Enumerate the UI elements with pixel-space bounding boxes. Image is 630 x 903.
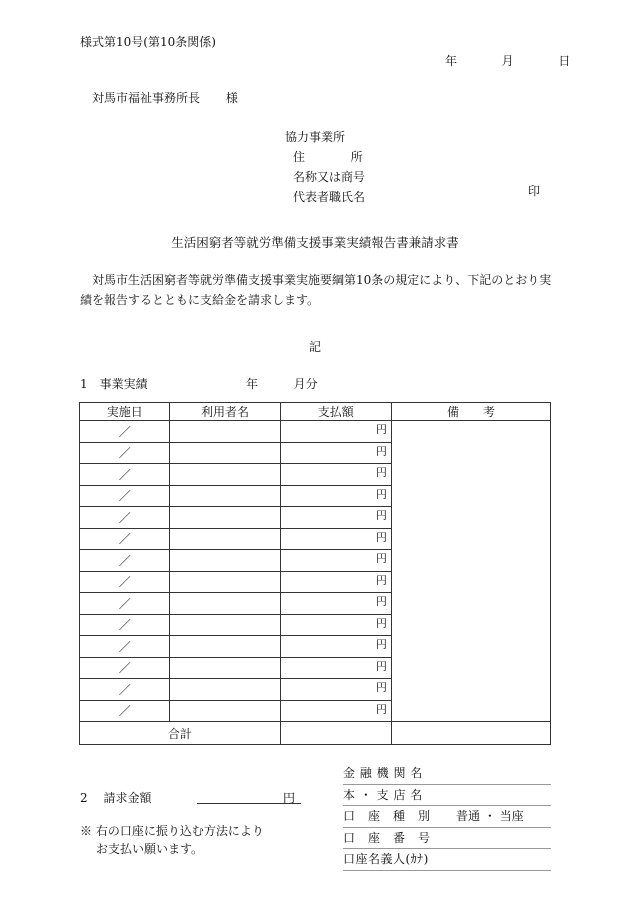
table-row [80, 421, 551, 443]
amount-cell[interactable]: 円 [280, 528, 391, 550]
remarks-cell[interactable] [391, 421, 550, 722]
user-cell[interactable] [170, 485, 280, 507]
user-cell[interactable] [170, 421, 280, 443]
date-cell[interactable]: ／ [80, 636, 170, 658]
section1-year-label: 年 [246, 377, 259, 391]
bank-row[interactable] [343, 849, 551, 871]
amount-cell[interactable]: 円 [280, 636, 391, 658]
bank-row-label: 口座名義人(ｶﾅ) [343, 852, 429, 866]
seal-mark: 印 [528, 184, 541, 198]
bank-row-label: 本 ・ 支 店 名 [343, 787, 423, 802]
user-cell[interactable] [170, 593, 280, 615]
address-label-part1: 住 [293, 150, 306, 164]
applicant-representative-label: 代表者職氏名 [293, 190, 366, 204]
section2-request-amount [80, 789, 296, 806]
amount-cell[interactable]: 円 [280, 550, 391, 572]
form-number: 様式第10号(第10条関係) [80, 35, 216, 49]
date-line [445, 52, 570, 69]
note-line1: ※ 右の口座に振り込む方法により [80, 824, 264, 838]
records-table [79, 402, 551, 745]
date-cell[interactable]: ／ [80, 421, 170, 443]
total-row [80, 722, 551, 745]
bank-info [343, 763, 551, 871]
date-cell[interactable]: ／ [80, 571, 170, 593]
applicant-name-label: 名称又は商号 [293, 170, 366, 184]
user-cell[interactable] [170, 679, 280, 701]
addressee [92, 89, 238, 106]
user-cell[interactable] [170, 571, 280, 593]
date-cell[interactable]: ／ [80, 464, 170, 486]
date-cell[interactable]: ／ [80, 550, 170, 572]
date-cell[interactable]: ／ [80, 485, 170, 507]
section1-year-month [246, 375, 318, 392]
date-cell[interactable]: ／ [80, 700, 170, 722]
applicant-block [285, 127, 365, 207]
amount-cell[interactable]: 円 [280, 464, 391, 486]
bank-row-extra: 普通 ・ 当座 [456, 809, 524, 823]
user-cell[interactable] [170, 614, 280, 636]
user-cell[interactable] [170, 442, 280, 464]
header-user: 利用者名 [170, 403, 280, 421]
header-amount: 支払額 [280, 403, 391, 421]
bank-row[interactable] [343, 806, 551, 828]
date-cell[interactable]: ／ [80, 528, 170, 550]
total-amount-cell[interactable] [280, 722, 391, 745]
bank-row[interactable] [343, 785, 551, 807]
date-cell[interactable]: ／ [80, 657, 170, 679]
section2-label: 2 請求金額 [80, 791, 152, 805]
amount-cell[interactable]: 円 [280, 593, 391, 615]
addressee-name: 対馬市福祉事務所長 [92, 91, 201, 105]
amount-cell[interactable]: 円 [280, 657, 391, 679]
request-amount-yen: 円 [283, 791, 296, 805]
date-cell[interactable]: ／ [80, 614, 170, 636]
addressee-honorific: 様 [225, 91, 238, 105]
note-line2: お支払い願います。 [96, 842, 204, 856]
section1-label: 1 事業実績 [80, 377, 148, 391]
user-cell[interactable] [170, 550, 280, 572]
bank-row-label: 口 座 種 別 [343, 809, 431, 823]
bank-row-label: 金 融 機 関 名 [343, 766, 423, 780]
header-date: 実施日 [80, 403, 170, 421]
user-cell[interactable] [170, 700, 280, 722]
amount-cell[interactable]: 円 [280, 700, 391, 722]
total-label: 合計 [80, 722, 281, 745]
address-label-part2: 所 [350, 150, 363, 164]
ki-marker: 記 [308, 340, 321, 354]
user-cell[interactable] [170, 528, 280, 550]
bank-row[interactable] [343, 828, 551, 850]
applicant-heading: 協力事業所 [285, 130, 346, 144]
applicant-address-label [285, 147, 365, 167]
date-cell[interactable]: ／ [80, 507, 170, 529]
total-remarks-cell[interactable] [391, 722, 550, 745]
section1-month-label: 月分 [293, 377, 318, 391]
amount-cell[interactable]: 円 [280, 421, 391, 443]
amount-cell[interactable]: 円 [280, 485, 391, 507]
document-title: 生活困窮者等就労準備支援事業実績報告書兼請求書 [171, 235, 459, 250]
section1-heading [80, 375, 318, 392]
date-day-label: 日 [558, 54, 571, 68]
body-text: 対馬市生活困窮者等就労準備支援事業実施要綱第10条の規定により、下記のとおり実績を報告するとともに支給金を請求します。 [80, 273, 552, 307]
date-cell[interactable]: ／ [80, 679, 170, 701]
amount-cell[interactable]: 円 [280, 679, 391, 701]
date-cell[interactable]: ／ [80, 593, 170, 615]
user-cell[interactable] [170, 636, 280, 658]
amount-cell[interactable]: 円 [280, 442, 391, 464]
date-year-label: 年 [445, 54, 458, 68]
amount-cell[interactable]: 円 [280, 571, 391, 593]
header-remarks: 備 考 [391, 403, 550, 421]
user-cell[interactable] [170, 657, 280, 679]
user-cell[interactable] [170, 507, 280, 529]
bank-row-label: 口 座 番 号 [343, 830, 431, 845]
amount-cell[interactable]: 円 [280, 507, 391, 529]
user-cell[interactable] [170, 464, 280, 486]
bank-row[interactable] [343, 763, 551, 785]
date-cell[interactable]: ／ [80, 442, 170, 464]
amount-cell[interactable]: 円 [280, 614, 391, 636]
table-header-row [80, 403, 551, 421]
date-month-label: 月 [501, 54, 514, 68]
payment-note [80, 822, 264, 858]
